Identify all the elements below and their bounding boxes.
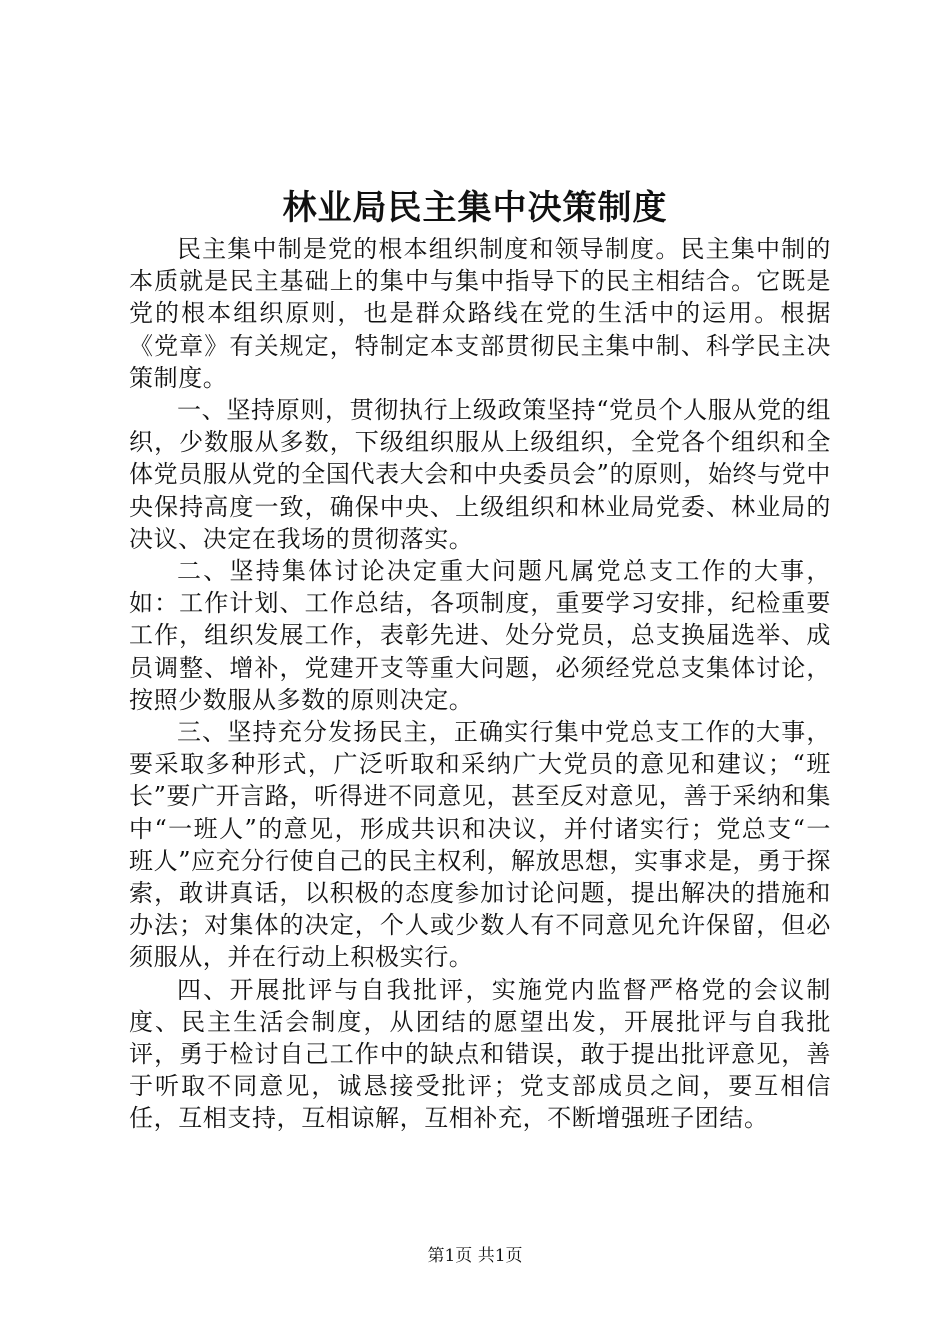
document-title: 林业局民主集中决策制度 [282,188,668,228]
paragraph-section-4: 四、开展批评与自我批评，实施党内监督严格党的会议制度、民主生活会制度，从团结的愿望出发，开展批评与自我批评，勇于检讨自己工作中的缺点和错误，敢于提出批评意见，善于听取不同意见，诚恳接受批评；党支部成员之间，要互相信任，互相支持，互相谅解，互相补充，不断增强班子团结。 [129,975,831,1133]
page-footer: 第1页 共1页 [427,1246,523,1266]
document-body [129,233,831,1135]
paragraph-section-3: 三、坚持充分发扬民主，正确实行集中党总支工作的大事，要采取多种形式，广泛听取和采纳广大党员的意见和建议；“班长”要广开言路，听得进不同意见，甚至反对意见，善于采纳和集中“一班人”的意见，形成共识和决议，并付诸实行；党总支“一班人”应充分行使自己的民主权利，解放思想，实事求是，勇于探索，敢讲真话，以积极的态度参加讨论问题，提出解决的措施和办法；对集体的决定，个人或少数人有不同意见允许保留，但必须服从，并在行动上积极实行。 [129,718,831,972]
paragraph-intro: 民主集中制是党的根本组织制度和领导制度。民主集中制的本质就是民主基础上的集中与集中指导下的民主相结合。它既是党的根本组织原则，也是群众路线在党的生活中的运用。根据《党章》有关规定，特制定本支部贯彻民主集中制、科学民主决策制度。 [129,235,831,392]
paragraph-section-1: 一、坚持原则，贯彻执行上级政策坚持“党员个人服从党的组织，少数服从多数，下级组织服从上级组织，全党各个组织和全体党员服从党的全国代表大会和中央委员会”的原则，始终与党中央保持高度一致，确保中央、上级组织和林业局党委、林业局的决议、决定在我场的贯彻落实。 [129,396,831,553]
paragraph-section-2: 二、坚持集体讨论决定重大问题凡属党总支工作的大事，如：工作计划、工作总结，各项制度，重要学习安排，纪检重要工作，组织发展工作，表彰先进、处分党员，总支换届选举、成员调整、增补，党建开支等重大问题，必须经党总支集体讨论，按照少数服从多数的原则决定。 [129,557,831,714]
